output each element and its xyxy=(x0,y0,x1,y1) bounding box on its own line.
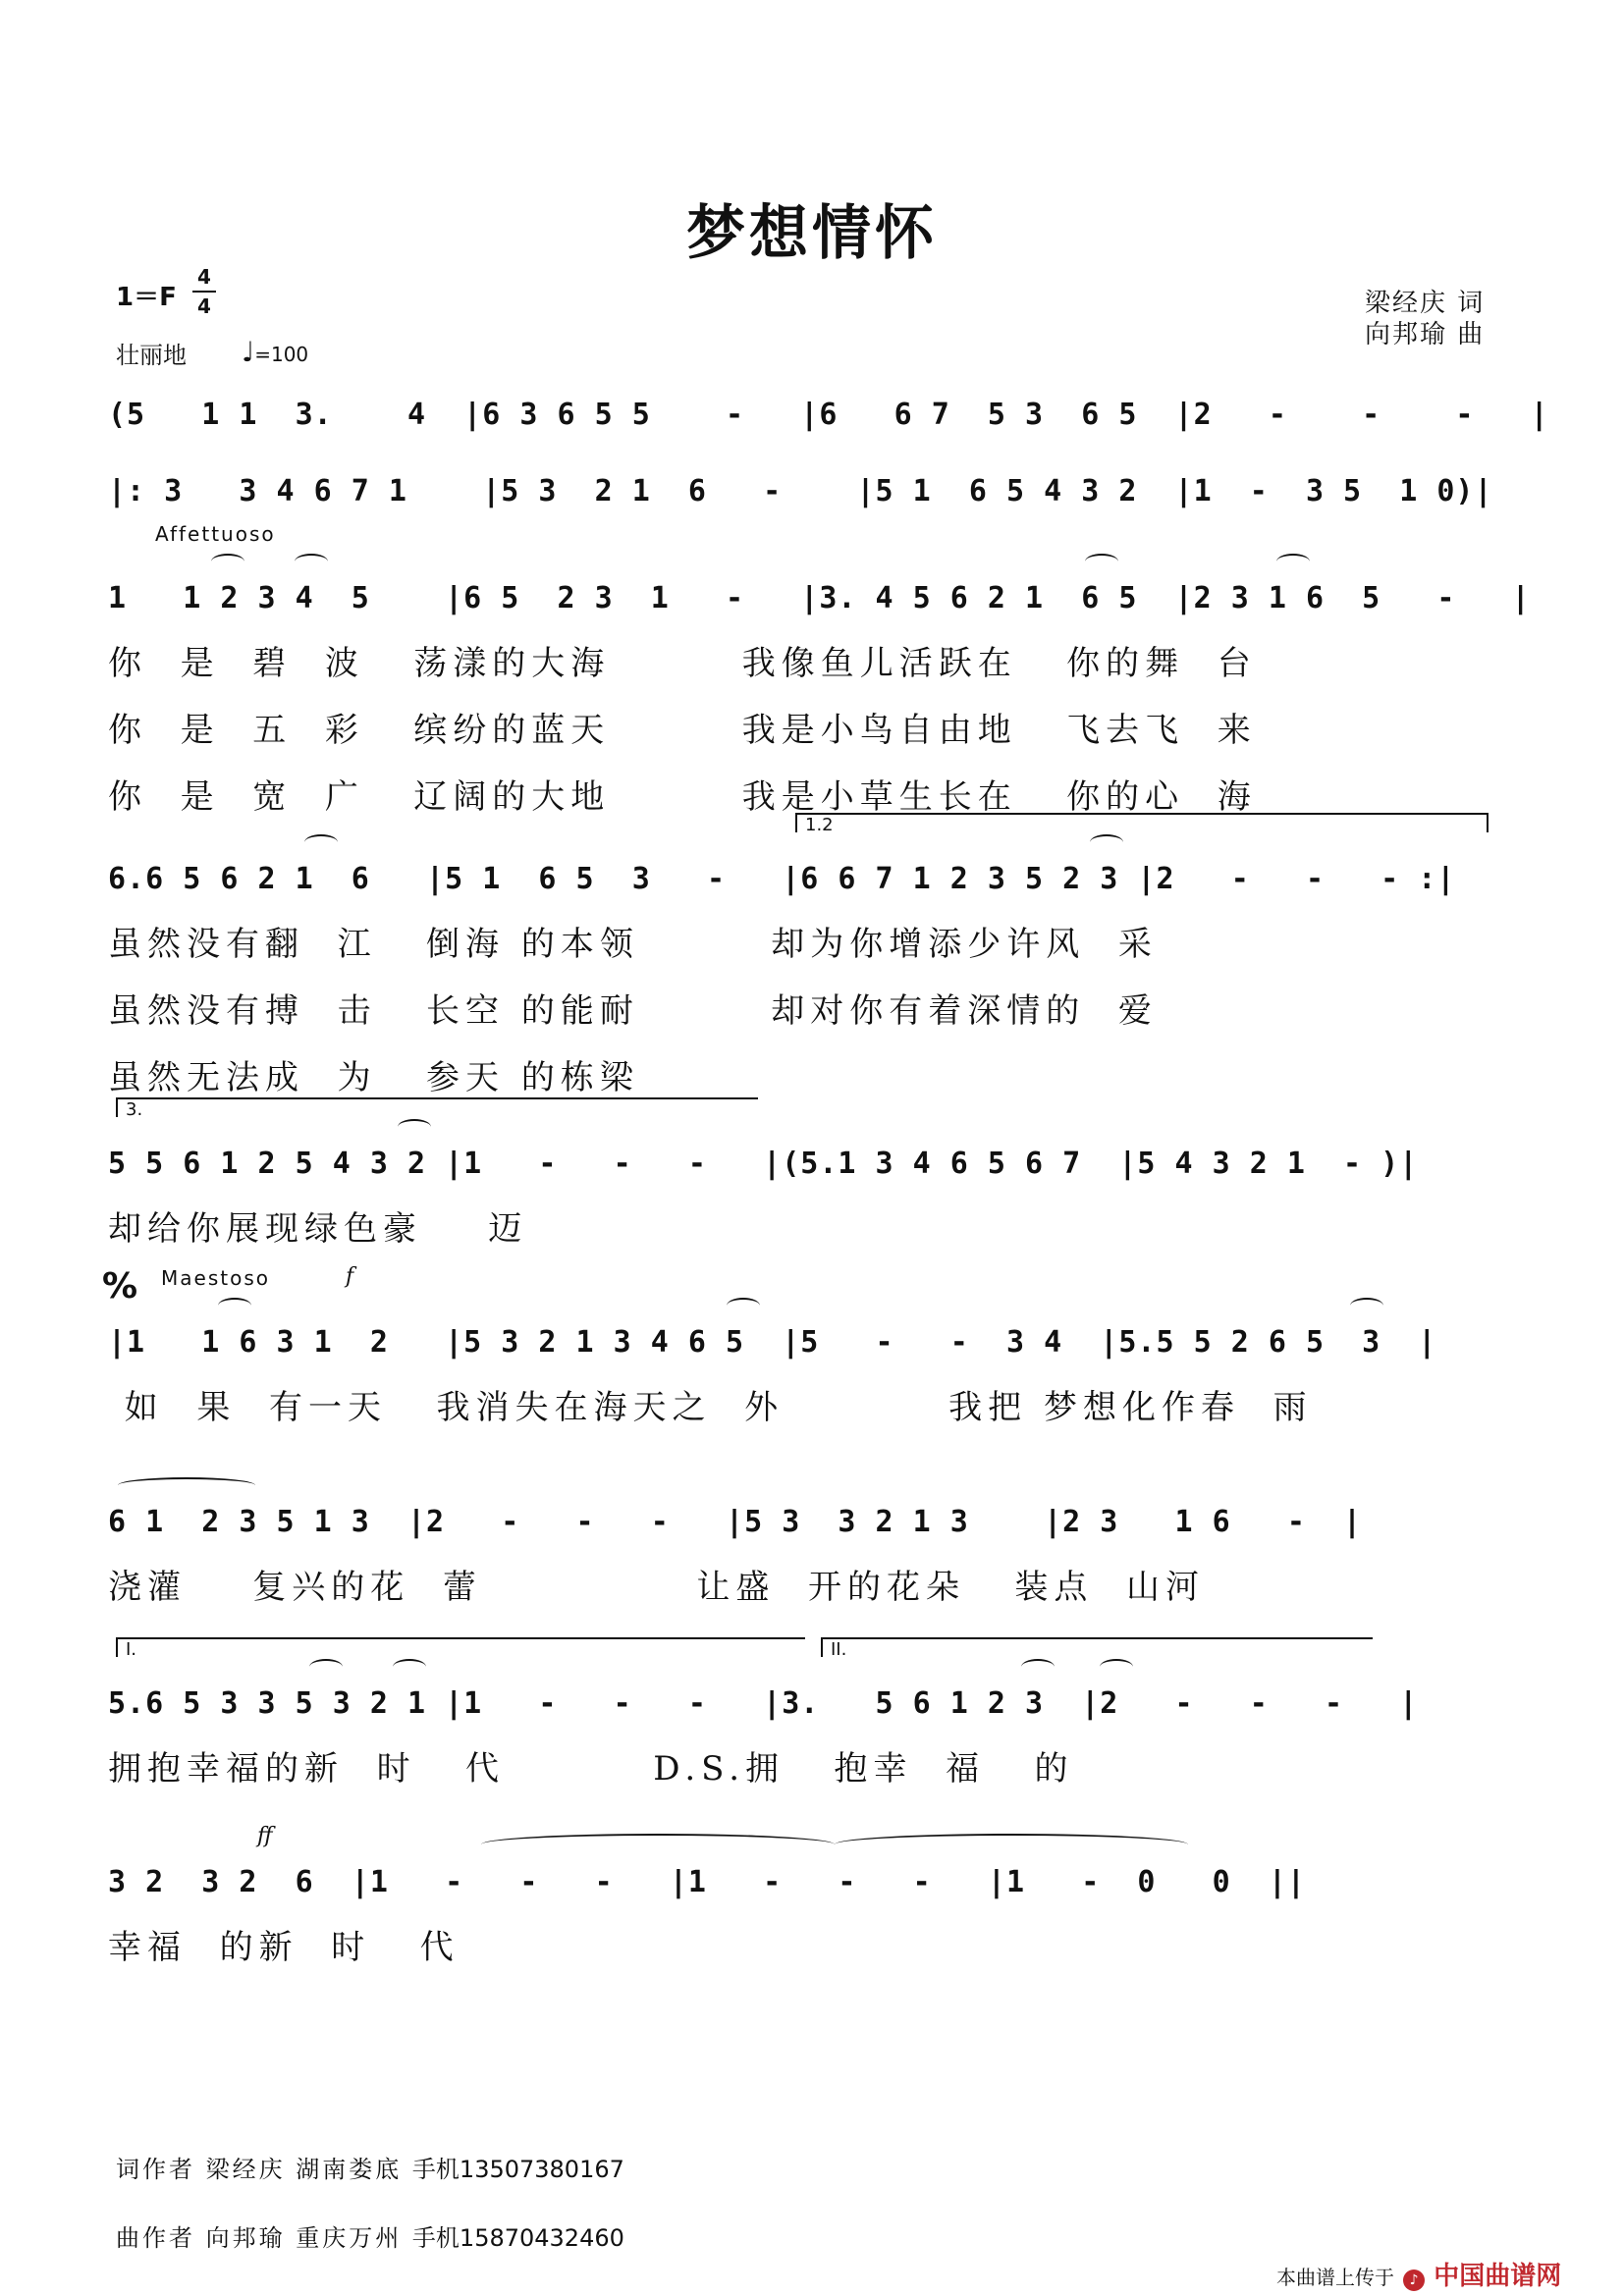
slur xyxy=(309,1659,343,1675)
tie xyxy=(481,1834,835,1855)
tempo-marking: ♩=100 xyxy=(242,336,309,368)
notation-line: |1 1 6 3 1 2 |5 3 2 1 3 4 6 5 |5 - - 3 4 |5.5 5 2 6 5 3 | xyxy=(108,1325,1437,1360)
notation-line: 1 1 2 3 4 5 |6 5 2 3 1 - |3. 4 5 6 2 1 6 5 |2 3 1 6 5 - | xyxy=(108,581,1531,615)
notation-line: 5.6 5 3 3 5 3 2 1 |1 - - - |3. 5 6 1 2 3 |2 - - - | xyxy=(108,1686,1419,1721)
notation-line: (5 1 1 3. 4 |6 3 6 5 5 - |6 6 7 5 3 6 5 |2 - - - | xyxy=(108,398,1549,432)
tie xyxy=(835,1834,1188,1855)
lyric-verse-1: 虽然没有翻 江 倒海 的本领 却为你增添少许风 采 xyxy=(108,925,1158,964)
lyric-verse-3: 虽然无法成 为 参天 的栋梁 xyxy=(108,1058,639,1097)
notation-line: 5 5 6 1 2 5 4 3 2 |1 - - - |(5.1 3 4 6 5 6 7 |5 4 3 2 1 - )| xyxy=(108,1147,1419,1181)
time-signature xyxy=(192,265,216,318)
lyric-verse-1: 你 是 碧 波 荡漾的大海 我像鱼儿活跃在 你的舞 台 xyxy=(108,644,1257,683)
lyric-verse-1: 拥抱幸福的新 时 代 D.S.拥 抱幸 福 的 xyxy=(108,1749,1074,1789)
volta-bracket: I. xyxy=(116,1637,805,1657)
volta-bracket: 1.2 xyxy=(795,813,1489,832)
slur xyxy=(218,1298,251,1313)
affettuoso-marking: Affettuoso xyxy=(155,522,276,546)
source-watermark: 本曲谱上传于 ♪ 中国曲谱网 xyxy=(1276,2262,1562,2291)
lyric-verse-3: 你 是 宽 广 辽阔的大地 我是小草生长在 你的心 海 xyxy=(108,777,1257,817)
segno-icon: % xyxy=(102,1266,138,1307)
key-signature: 1＝F xyxy=(116,283,177,312)
volta-bracket: II. xyxy=(821,1637,1373,1657)
fortissimo-marking: ff xyxy=(257,1824,273,1848)
slur xyxy=(727,1298,760,1313)
slur xyxy=(393,1659,426,1675)
composer-credit: 向邦瑜 曲 xyxy=(1365,320,1486,349)
notation-line: 3 2 3 2 6 |1 - - - |1 - - - |1 - 0 0 || xyxy=(108,1865,1306,1899)
lyric-verse-1: 浇灌 复兴的花 蕾 让盛 开的花朵 装点 山河 xyxy=(108,1568,1205,1607)
slur xyxy=(295,554,328,569)
expression-marking: 壮丽地 xyxy=(116,342,187,369)
slur xyxy=(211,554,244,569)
slur xyxy=(398,1119,431,1135)
lyric-verse-1: 幸福 的新 时 代 xyxy=(108,1928,460,1967)
time-signature-top: 4 xyxy=(197,265,211,289)
composer-contact: 曲作者 向邦瑜 重庆万州 手机15870432460 xyxy=(116,2224,624,2252)
slur xyxy=(304,834,338,850)
notation-line: 6 1 2 3 5 1 3 |2 - - - |5 3 3 2 1 3 |2 3 1 6 - | xyxy=(108,1505,1363,1539)
slur xyxy=(1350,1298,1383,1313)
slur xyxy=(118,1477,255,1493)
lyricist-credit: 梁经庆 词 xyxy=(1365,289,1486,318)
slur xyxy=(1021,1659,1055,1675)
slur xyxy=(1100,1659,1133,1675)
notation-line: |: 3 3 4 6 7 1 |5 3 2 1 6 - |5 1 6 5 4 3 2 |1 - 3 5 1 0)| xyxy=(108,474,1493,508)
slur xyxy=(1276,554,1310,569)
notation-line: 6.6 5 6 2 1 6 |5 1 6 5 3 - |6 6 7 1 2 3 5 2 3 |2 - - - :| xyxy=(108,862,1456,896)
site-logo-icon: ♪ xyxy=(1403,2269,1425,2291)
maestoso-marking: Maestoso xyxy=(161,1266,270,1290)
time-signature-bottom: 4 xyxy=(197,294,211,318)
quarter-note-icon: ♩ xyxy=(242,336,255,368)
page-title: 梦想情怀 xyxy=(686,199,938,268)
lyric-verse-1: 如 果 有一天 我消失在海天之 外 我把 梦想化作春 雨 xyxy=(108,1388,1313,1427)
slur xyxy=(1085,554,1118,569)
forte-marking: f xyxy=(346,1264,354,1289)
volta-bracket: 3. xyxy=(116,1097,758,1117)
lyric-verse-1: 却给你展现绿色豪 迈 xyxy=(108,1209,528,1249)
slur xyxy=(1090,834,1123,850)
lyric-verse-2: 你 是 五 彩 缤纷的蓝天 我是小鸟自由地 飞去飞 来 xyxy=(108,711,1257,750)
lyric-verse-2: 虽然没有搏 击 长空 的能耐 却对你有着深情的 爱 xyxy=(108,991,1158,1031)
lyricist-contact: 词作者 梁经庆 湖南娄底 手机13507380167 xyxy=(116,2156,624,2183)
